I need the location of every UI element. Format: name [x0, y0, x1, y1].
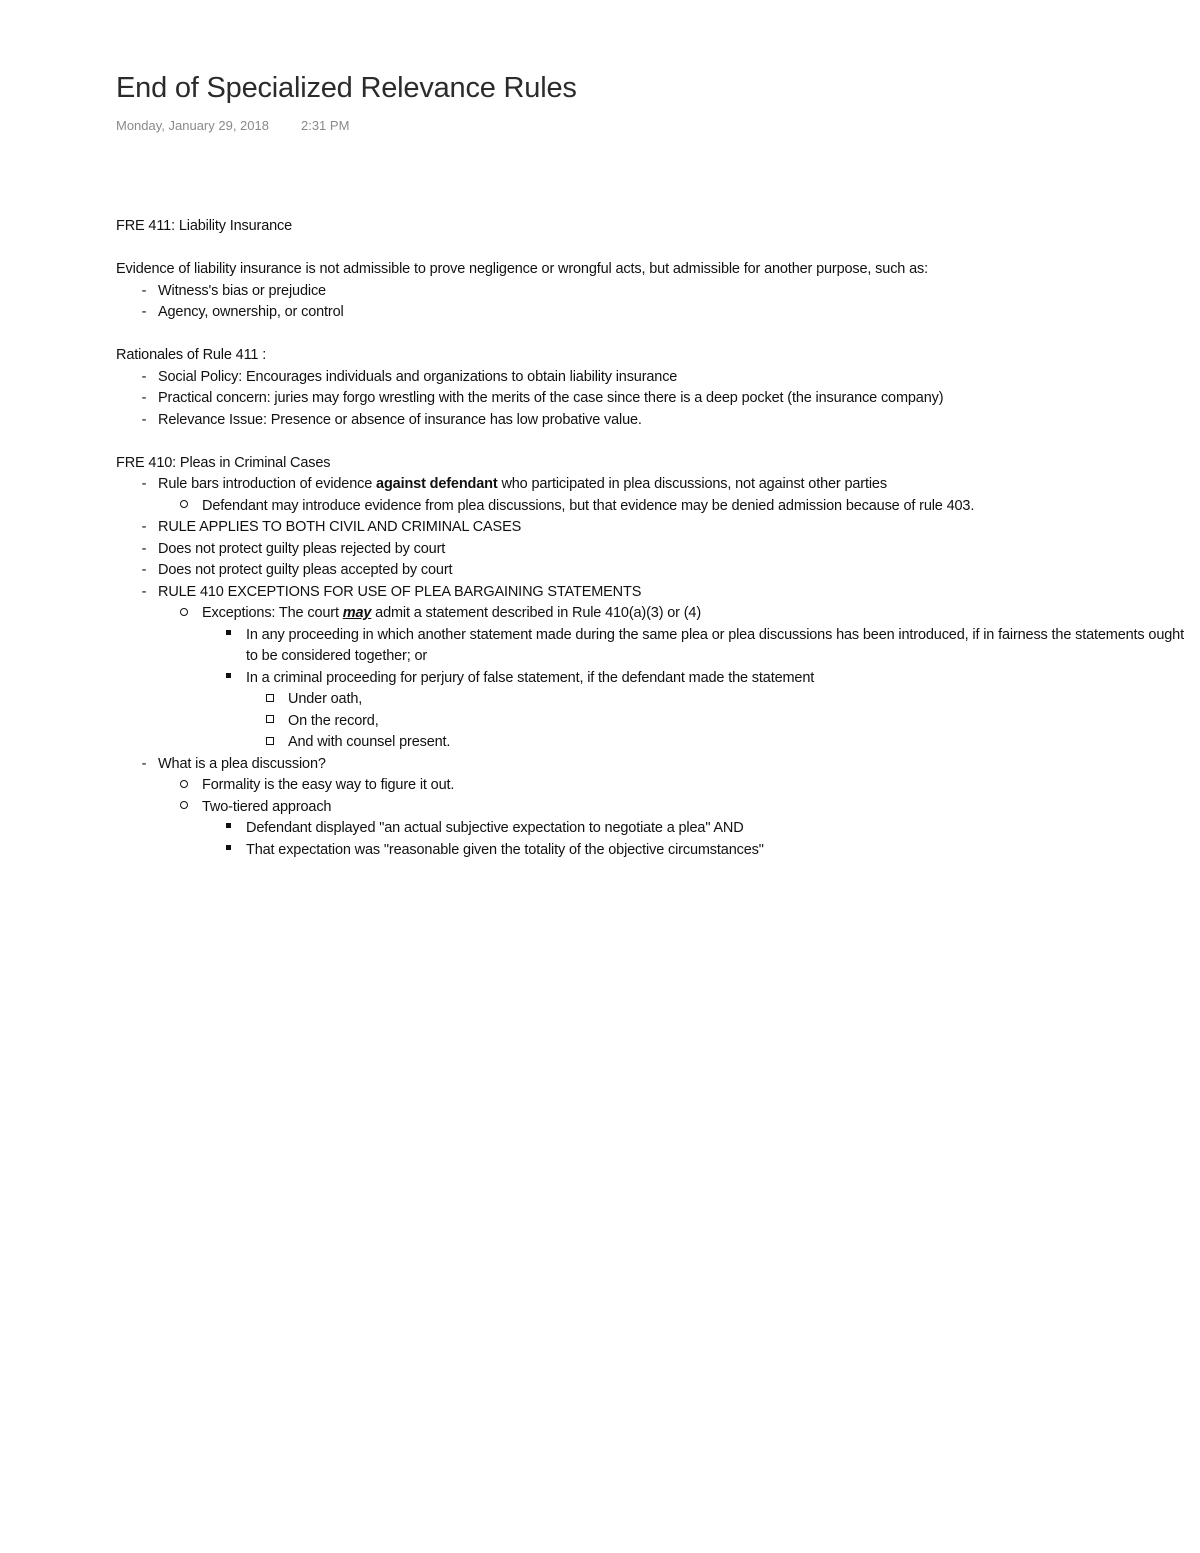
- list-item-text: Witness's bias or prejudice: [158, 282, 326, 299]
- list-item: [116, 388, 1196, 410]
- dash-bullet: -: [141, 282, 147, 299]
- dash-bullet: -: [141, 368, 147, 385]
- note-timestamp: [116, 118, 349, 133]
- list-item: [116, 711, 1196, 733]
- dash-bullet: -: [141, 562, 147, 578]
- dash-bullet: -: [141, 540, 147, 557]
- list-item: [116, 539, 1196, 561]
- paragraph-411-intro: Evidence of liability insurance is not admissible to prove negligence or wrongful acts, but admissible for another purpose, such as:: [116, 261, 928, 277]
- list-item: [116, 754, 1196, 776]
- list-item: [116, 496, 1196, 518]
- list-item-text: RULE APPLIES TO BOTH CIVIL AND CRIMINAL CASES: [158, 519, 522, 535]
- list-item: [116, 367, 1196, 389]
- list-item-text: Relevance Issue: Presence or absence of insurance has low probative value.: [158, 411, 642, 428]
- circle-bullet-icon: [178, 603, 190, 625]
- dash-bullet: -: [141, 476, 147, 492]
- list-item-text: Defendant may introduce evidence from plea discussions, but that evidence may be denied admission because of rule 403.: [202, 497, 975, 514]
- list-item-text: Formality is the easy way to figure it out.: [202, 777, 455, 793]
- list-item-text: Does not protect guilty pleas accepted by court: [158, 562, 453, 578]
- square-bullet-icon: [222, 625, 234, 647]
- list-item-text: In a criminal proceeding for perjury of false statement, if the defendant made the statement: [246, 669, 815, 686]
- note-time: 2:31 PM: [300, 118, 350, 133]
- hollow-square-bullet-icon: [264, 711, 276, 733]
- list-item-text: Practical concern: juries may forgo wrestling with the merits of the case since there is a deep pocket (the insurance company): [158, 390, 944, 406]
- list-item-text: And with counsel present.: [288, 734, 451, 750]
- list-item: [116, 560, 1196, 582]
- list-item: [116, 603, 1196, 625]
- rationales-heading: Rationales of Rule 411 :: [116, 347, 267, 363]
- list-item: [116, 775, 1196, 797]
- list-item: [116, 410, 1196, 432]
- dash-bullet: -: [141, 411, 147, 428]
- list-item-text: On the record,: [288, 712, 379, 729]
- dash-bullet: -: [141, 583, 147, 600]
- list-item: [116, 302, 1196, 324]
- circle-bullet-icon: [178, 496, 190, 518]
- list-item: [116, 840, 1196, 862]
- hollow-square-bullet-icon: [264, 732, 276, 754]
- list-item: [116, 818, 1196, 840]
- list-item: [116, 689, 1196, 711]
- list-item-text: Exceptions: The court: [202, 605, 343, 621]
- list-item: [116, 625, 1196, 668]
- circle-bullet-icon: [178, 797, 190, 819]
- list-item: [116, 474, 1196, 496]
- list-item: [116, 732, 1196, 754]
- list-item-text: Does not protect guilty pleas rejected by court: [158, 540, 446, 557]
- list-item-text: Under oath,: [288, 691, 363, 707]
- bold-text: against defendant: [376, 476, 498, 492]
- emphasized-word: may: [342, 605, 372, 621]
- list-item: [116, 668, 1196, 690]
- list-item-text: Defendant displayed "an actual subjective expectation to negotiate a plea" AND: [246, 820, 744, 836]
- list-item-text: In any proceeding in which another statement made during the same plea or plea discussions has been introduced, if in fairness the statements ought to be considered together; or: [246, 626, 1184, 664]
- list-item-text: Social Policy: Encourages individuals and organizations to obtain liability insurance: [158, 368, 678, 385]
- section-heading-410: FRE 410: Pleas in Criminal Cases: [116, 454, 331, 471]
- hollow-square-bullet-icon: [264, 689, 276, 711]
- dash-bullet: -: [141, 519, 147, 535]
- note-date: Monday, January 29, 2018: [116, 118, 269, 133]
- circle-bullet-icon: [178, 775, 190, 797]
- list-item-text: That expectation was "reasonable given the totality of the objective circumstances": [246, 841, 764, 858]
- dash-bullet: -: [141, 304, 147, 320]
- list-item: [116, 797, 1196, 819]
- list-item-text: What is a plea discussion?: [158, 755, 326, 772]
- list-item-text: Agency, ownership, or control: [158, 304, 344, 320]
- list-item-text: RULE 410 EXCEPTIONS FOR USE OF PLEA BARGAINING STATEMENTS: [158, 583, 642, 600]
- note-body: [116, 216, 1196, 861]
- list-item-text: Two-tiered approach: [202, 798, 332, 815]
- square-bullet-icon: [222, 668, 234, 690]
- page-title: End of Specialized Relevance Rules: [116, 72, 577, 104]
- square-bullet-icon: [222, 840, 234, 862]
- list-item: [116, 582, 1196, 604]
- list-item-text: Rule bars introduction of evidence: [158, 476, 377, 492]
- list-item: [116, 281, 1196, 303]
- square-bullet-icon: [222, 818, 234, 840]
- list-item: [116, 517, 1196, 539]
- dash-bullet: -: [141, 390, 147, 406]
- dash-bullet: -: [141, 755, 147, 772]
- list-item-text: admit a statement described in Rule 410(a)(3) or (4): [371, 605, 702, 621]
- section-heading-411: FRE 411: Liability Insurance: [116, 218, 293, 234]
- list-item-text: who participated in plea discussions, not against other parties: [497, 476, 887, 492]
